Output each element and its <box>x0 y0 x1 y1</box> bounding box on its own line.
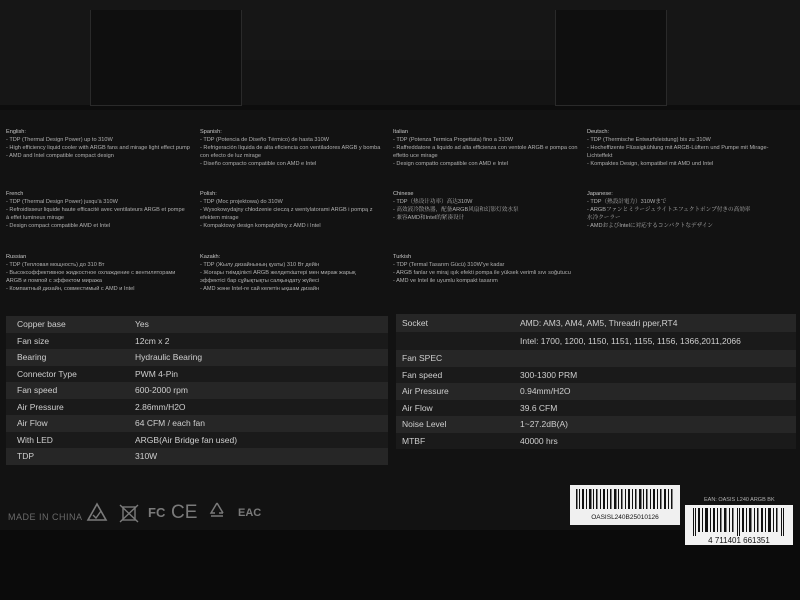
spec-key: Fan SPEC <box>402 353 443 364</box>
lang-line: à effet lumineux mirage <box>6 215 65 221</box>
lang-line: - Hocheffizente Flüssigkühlung mit ARGB-Lüftern und Pumpe mit Mirage- <box>587 145 769 151</box>
ean-number: 4 711401 661351 <box>708 536 770 545</box>
lang-title: Japanese: <box>587 191 613 197</box>
spec-key: Fan size <box>17 335 50 346</box>
lang-line: - AMD ve Intel ile uyumlu kompakt tasarım <box>393 278 498 284</box>
lang-title: Russian <box>6 254 27 260</box>
spec-key: Air Flow <box>17 418 48 429</box>
lang-line: - Design compatto compatible con AMD e Intel <box>393 161 509 167</box>
lang-title: English: <box>6 129 26 135</box>
lang-italian <box>393 128 578 168</box>
spec-row <box>396 350 796 367</box>
lang-line: - ARGB fanlar ve miraj ışık efekti pompa ile yüksek verimli sıvı soğutucu <box>393 270 571 276</box>
spec-key: Copper base <box>17 319 66 330</box>
lang-line: - TDP (Тепловая мощность) до 310 Вт <box>6 262 105 268</box>
spec-key: Connector Type <box>17 368 77 379</box>
spec-value: 600-2000 rpm <box>135 385 188 396</box>
lang-line: - AMDおよびIntelに対応するコンパクトなデザイン <box>587 223 714 229</box>
spec-row <box>6 366 388 383</box>
top-recess <box>240 60 555 105</box>
lang-line: - Жоғары тиімділікті ARGB желдеткіштері мен мираж жарық <box>200 270 356 276</box>
spec-value: PWM 4-Pin <box>135 368 178 379</box>
spec-row <box>6 382 388 399</box>
spec-value: Intel: 1700, 1200, 1150, 1151, 1155, 1156, 1366,2011,2066 <box>520 336 741 346</box>
lang-line: - Refroidisseur liquide haute efficacité avec ventilateurs ARGB et pompe <box>6 207 185 213</box>
lang-line: ARGB и помпой с эффектом миража <box>6 278 102 284</box>
lang-line: - Высокоэффективное жидкостное охлаждение с вентиляторами <box>6 270 176 276</box>
spec-row <box>6 432 388 449</box>
spec-key: Socket <box>402 318 428 328</box>
spec-key: TDP <box>17 451 34 462</box>
lang-line: эффектісі бар сұйықтықты салқындату жүйесі <box>200 278 320 284</box>
spec-value: 310W <box>135 451 158 462</box>
ce-mark-icon <box>170 500 198 522</box>
lang-line: - 兼容AMD和Intel的紧凑设计 <box>393 215 465 221</box>
spec-row <box>396 314 796 332</box>
lang-title: Kazakh: <box>200 254 221 260</box>
left-spec-table <box>6 316 388 465</box>
spec-row <box>6 316 388 333</box>
eac-mark-icon <box>236 500 262 522</box>
lang-line: effetto uce mirage <box>393 153 438 159</box>
spec-value: 64 CFM / each fan <box>135 418 205 429</box>
right-tab-cutout <box>555 10 667 106</box>
made-in-label: MADE IN CHINA <box>8 512 83 522</box>
lang-english <box>6 128 190 160</box>
spec-row <box>6 333 388 350</box>
spec-key: Air Pressure <box>402 386 449 397</box>
serial-sticker <box>570 485 680 525</box>
spec-value: ARGB(Air Bridge fan used) <box>135 434 238 445</box>
lang-title: Spanish: <box>200 129 222 135</box>
lang-title: Deutsch: <box>587 129 610 135</box>
lang-line: - TDP (Thermal Design Power) jusqu'à 310W <box>6 199 118 205</box>
spec-key: Air Flow <box>402 402 433 413</box>
lang-japanese <box>587 190 750 230</box>
spec-row <box>396 416 796 433</box>
lang-title: Chinese <box>393 191 414 197</box>
lang-kazakh <box>200 253 355 293</box>
lang-line: - TDP (Potencia de Diseño Térmico) de hasta 310W <box>200 137 330 143</box>
spec-row <box>396 383 796 400</box>
spec-row <box>396 332 796 350</box>
spec-value: 1~27.2dB(A) <box>520 419 568 430</box>
lang-line: efektem mirage <box>200 215 239 221</box>
bottom-band <box>0 530 800 600</box>
lang-line: - TDP (Moc projektowa) do 310W <box>200 199 283 205</box>
spec-value: 0.94mm/H2O <box>520 386 571 397</box>
rcm-mark-icon <box>86 502 108 522</box>
serial-number: OASISL240B25010126 <box>591 514 659 521</box>
lang-line: - TDP (Жылу дизайнының қуаты) 310 Вт дейін <box>200 262 320 268</box>
spec-row <box>6 399 388 416</box>
spec-row <box>6 349 388 366</box>
svg-text:CE: CE <box>171 502 198 523</box>
lang-line: 水冷クーラー <box>587 215 621 221</box>
svg-text:EAC: EAC <box>238 507 262 519</box>
lang-chinese <box>393 190 519 222</box>
lang-line: - TDP (Potenza Termica Progettata) fino a 310W <box>393 137 514 143</box>
spec-value <box>520 350 796 367</box>
lang-line: - ARGBファンとミラージュライトエフェクトポンプ付きの高効率 <box>587 207 751 213</box>
lang-line: - High efficiency liquid cooler with ARGB fans and mirage light effect pump <box>6 145 190 151</box>
ean-label: EAN: OASIS L240 ARGB BK <box>704 497 775 503</box>
lang-line: - Design compact compatible AMD et Intel <box>6 223 111 229</box>
left-tab-cutout <box>90 10 242 106</box>
fc-mark-icon <box>146 502 166 522</box>
spec-key: With LED <box>17 434 53 445</box>
spec-key <box>396 332 520 350</box>
lang-title: Turkish <box>393 254 412 260</box>
lang-line: - 高效液冷散热器，配备ARGB风扇和幻影灯效水泵 <box>393 207 519 213</box>
spec-key: Fan speed <box>17 385 58 396</box>
serial-barcode <box>570 485 680 525</box>
lang-title: French <box>6 191 24 197</box>
lang-line: - TDP (Termal Tasarım Gücü) 310W'ye kadar <box>393 262 505 268</box>
lang-line: - Diseño compacto compatible con AMD e Intel <box>200 161 317 167</box>
spec-value: 40000 hrs <box>520 435 558 446</box>
spec-value: 12cm x 2 <box>135 335 170 346</box>
spec-value: AMD: AM3, AM4, AM5, Threadri pper,RT4 <box>520 318 678 328</box>
right-spec-table <box>396 314 796 449</box>
recycle-icon <box>206 500 228 522</box>
lang-line: - Компактный дизайн, совместимый с AMD и Intel <box>6 286 135 292</box>
spec-key: MTBF <box>402 435 426 446</box>
lang-line: - Wysokowydajny chłodzenie cieczą z wentylatorami ARGB i pompą z <box>200 207 373 213</box>
spec-key: Fan speed <box>402 369 443 380</box>
lang-line: - Raffreddatore a liquido ad alta efficienza con ventole ARGB e pompa con <box>393 145 578 151</box>
spec-row <box>396 433 796 450</box>
spec-row <box>396 367 796 384</box>
spec-key: Noise Level <box>402 419 447 430</box>
spec-value: 300-1300 PRM <box>520 369 578 380</box>
spec-value: 2.86mm/H2O <box>135 401 186 412</box>
lang-line: - TDP（熱設計電力）310Wまで <box>587 199 667 205</box>
spec-key: Air Pressure <box>17 401 64 412</box>
lang-title: Polish: <box>200 191 217 197</box>
spec-row <box>6 415 388 432</box>
spec-key: Bearing <box>17 352 47 363</box>
lang-title: Italian <box>393 129 408 135</box>
lang-polish <box>200 190 373 230</box>
lang-line: - Kompaktowy design kompatybilny z AMD i Intel <box>200 223 321 229</box>
weee-bin-icon <box>118 502 140 522</box>
lang-line: - AMD және Intel-ге сай келетін ықшам дизайн <box>200 286 320 292</box>
spec-value: Yes <box>135 319 149 330</box>
spec-row <box>6 448 388 465</box>
lang-line: - TDP (Thermische Entwurfsleistung) bis zu 310W <box>587 137 711 143</box>
lang-line: - Refrigeración líquida de alta eficiencia con ventiladores ARGB y bomba <box>200 145 381 151</box>
lang-line: - Kompaktes Design, kompatibel mit AMD und Intel <box>587 161 714 167</box>
spec-value: 39.6 CFM <box>520 402 558 413</box>
lang-russian <box>6 253 175 293</box>
lang-line: con efecto de luz mirage <box>200 153 261 159</box>
svg-text:FC: FC <box>148 505 166 520</box>
lang-line: - TDP（热设计功率）高达310W <box>393 199 473 205</box>
lang-deutsch <box>587 128 768 168</box>
spec-value: Hydraulic Bearing <box>135 352 203 363</box>
lang-french <box>6 190 185 230</box>
ean-barcode <box>685 505 793 545</box>
lang-line: - AMD and Intel compatible compact design <box>6 153 114 159</box>
spec-row <box>396 400 796 417</box>
lang-line: Lichteffekt <box>587 153 613 159</box>
lang-spanish <box>200 128 380 168</box>
lang-turkish <box>393 253 571 285</box>
lang-line: - TDP (Thermal Design Power) up to 310W <box>6 137 113 143</box>
